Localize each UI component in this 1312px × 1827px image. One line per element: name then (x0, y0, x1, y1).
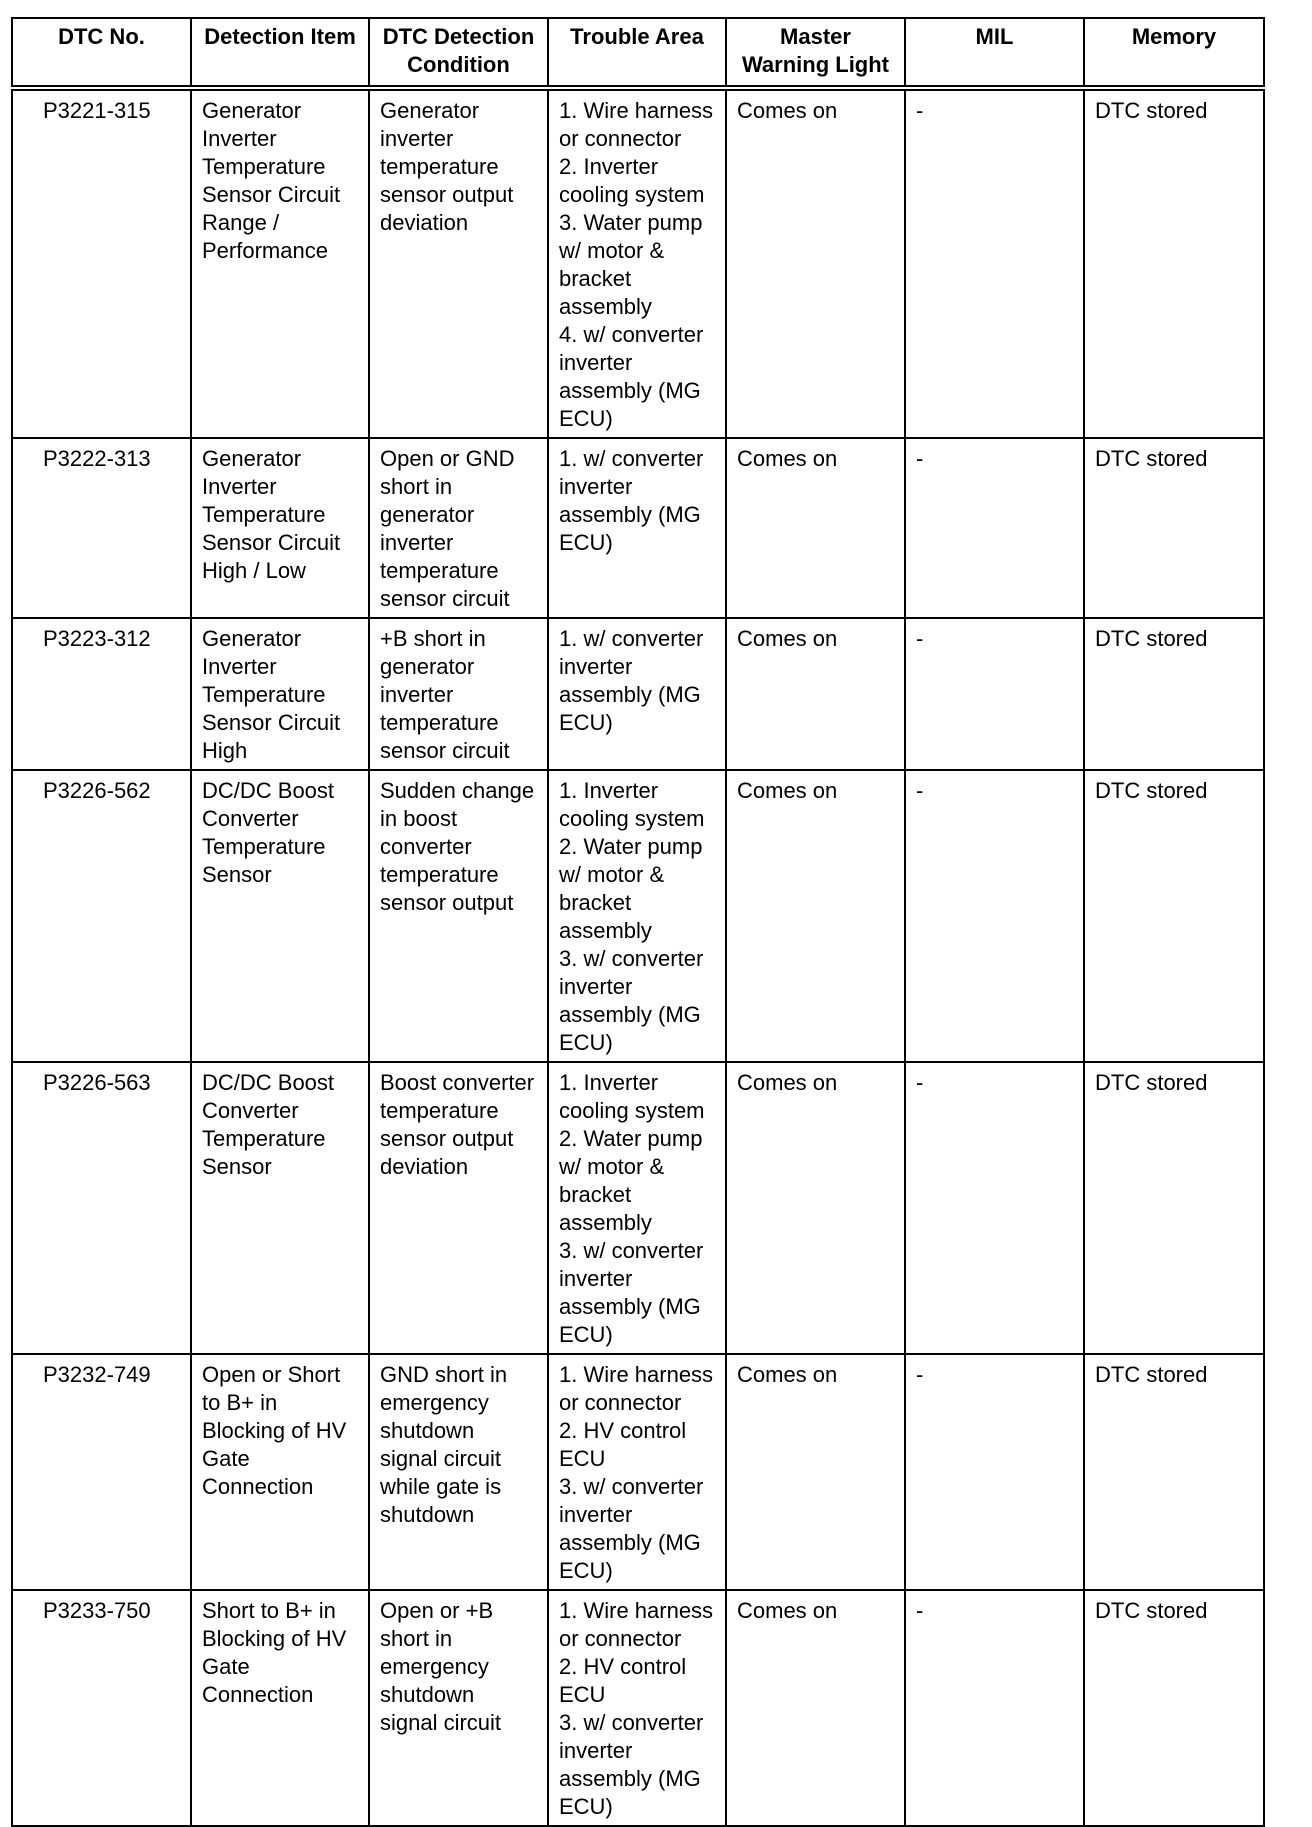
table-row (12, 438, 1264, 618)
detection-item-cell: Open or Short to B+ in Blocking of HV Gate Connection (191, 1354, 369, 1590)
mil-cell: - (905, 88, 1084, 438)
master-warning-light-cell: Comes on (726, 1354, 905, 1590)
detection-condition-cell: Sudden change in boost converter temperature sensor output (369, 770, 548, 1062)
memory-cell: DTC stored (1084, 438, 1264, 618)
table-row (12, 618, 1264, 770)
trouble-area-item: 1. Inverter cooling system (559, 1070, 705, 1123)
trouble-area-item: 4. w/ converter inverter assembly (MG ECU) (559, 322, 704, 431)
master-warning-light-cell: Comes on (726, 88, 905, 438)
header-row (12, 18, 1264, 88)
detection-condition-cell: +B short in generator inverter temperature sensor circuit (369, 618, 548, 770)
dtc-number-cell: P3233-750 (12, 1590, 191, 1826)
header-memory: Memory (1084, 18, 1264, 88)
trouble-area-item: 2. Water pump w/ motor & bracket assembly (559, 834, 703, 943)
header-trouble-area: Trouble Area (548, 18, 726, 88)
detection-condition-cell: Generator inverter temperature sensor output deviation (369, 88, 548, 438)
trouble-area-cell (548, 1590, 726, 1826)
detection-condition-cell: Boost converter temperature sensor output deviation (369, 1062, 548, 1354)
memory-cell: DTC stored (1084, 1354, 1264, 1590)
trouble-area-item: 1. Wire harness or connector (559, 1598, 714, 1651)
table-row (12, 1354, 1264, 1590)
trouble-area-item: 2. HV control ECU (559, 1654, 687, 1707)
trouble-area-item: 1. Wire harness or connector (559, 98, 714, 151)
trouble-area-item: 3. w/ converter inverter assembly (MG ECU) (559, 1710, 704, 1819)
trouble-area-item: 1. Inverter cooling system (559, 778, 705, 831)
table-row (12, 1590, 1264, 1826)
detection-item-cell: DC/DC Boost Converter Temperature Sensor (191, 1062, 369, 1354)
memory-cell: DTC stored (1084, 1590, 1264, 1826)
detection-item-cell: Generator Inverter Temperature Sensor Circuit High (191, 618, 369, 770)
table-row (12, 1062, 1264, 1354)
detection-item-cell: Generator Inverter Temperature Sensor Circuit Range / Performance (191, 88, 369, 438)
detection-condition-cell: Open or +B short in emergency shutdown signal circuit (369, 1590, 548, 1826)
dtc-number-cell: P3232-749 (12, 1354, 191, 1590)
header-master-warning-light: Master Warning Light (726, 18, 905, 88)
detection-item-cell: DC/DC Boost Converter Temperature Sensor (191, 770, 369, 1062)
detection-item-cell: Generator Inverter Temperature Sensor Circuit High / Low (191, 438, 369, 618)
trouble-area-item: 3. w/ converter inverter assembly (MG ECU) (559, 946, 704, 1055)
detection-condition-cell: GND short in emergency shutdown signal circuit while gate is shutdown (369, 1354, 548, 1590)
mil-cell: - (905, 1590, 1084, 1826)
trouble-area-cell (548, 88, 726, 438)
mil-cell: - (905, 770, 1084, 1062)
dtc-number-cell: P3221-315 (12, 88, 191, 438)
header-detection-condition: DTC Detection Condition (369, 18, 548, 88)
dtc-table (11, 17, 1265, 1827)
trouble-area-item: 3. Water pump w/ motor & bracket assembly (559, 210, 703, 319)
trouble-area-item: 2. Water pump w/ motor & bracket assembly (559, 1126, 703, 1235)
header-mil: MIL (905, 18, 1084, 88)
table-row (12, 770, 1264, 1062)
memory-cell: DTC stored (1084, 770, 1264, 1062)
table-row (12, 88, 1264, 438)
table-body (12, 88, 1264, 1826)
trouble-area-item: 1. Wire harness or connector (559, 1362, 714, 1415)
trouble-area-cell (548, 618, 726, 770)
master-warning-light-cell: Comes on (726, 438, 905, 618)
trouble-area-item: 2. HV control ECU (559, 1418, 687, 1471)
memory-cell: DTC stored (1084, 1062, 1264, 1354)
trouble-area-item: 1. w/ converter inverter assembly (MG ECU) (559, 626, 704, 735)
dtc-number-cell: P3222-313 (12, 438, 191, 618)
mil-cell: - (905, 1354, 1084, 1590)
trouble-area-item: 3. w/ converter inverter assembly (MG ECU) (559, 1238, 704, 1347)
trouble-area-item: 2. Inverter cooling system (559, 154, 705, 207)
trouble-area-item: 1. w/ converter inverter assembly (MG ECU) (559, 446, 704, 555)
trouble-area-item: 3. w/ converter inverter assembly (MG ECU) (559, 1474, 704, 1583)
master-warning-light-cell: Comes on (726, 770, 905, 1062)
dtc-number-cell: P3223-312 (12, 618, 191, 770)
trouble-area-cell (548, 770, 726, 1062)
mil-cell: - (905, 1062, 1084, 1354)
trouble-area-cell (548, 1354, 726, 1590)
mil-cell: - (905, 438, 1084, 618)
memory-cell: DTC stored (1084, 618, 1264, 770)
dtc-number-cell: P3226-563 (12, 1062, 191, 1354)
detection-item-cell: Short to B+ in Blocking of HV Gate Connection (191, 1590, 369, 1826)
header-dtc-no: DTC No. (12, 18, 191, 88)
memory-cell: DTC stored (1084, 88, 1264, 438)
master-warning-light-cell: Comes on (726, 618, 905, 770)
trouble-area-cell (548, 1062, 726, 1354)
header-detection-item: Detection Item (191, 18, 369, 88)
master-warning-light-cell: Comes on (726, 1062, 905, 1354)
mil-cell: - (905, 618, 1084, 770)
trouble-area-cell (548, 438, 726, 618)
detection-condition-cell: Open or GND short in generator inverter temperature sensor circuit (369, 438, 548, 618)
dtc-number-cell: P3226-562 (12, 770, 191, 1062)
master-warning-light-cell: Comes on (726, 1590, 905, 1826)
